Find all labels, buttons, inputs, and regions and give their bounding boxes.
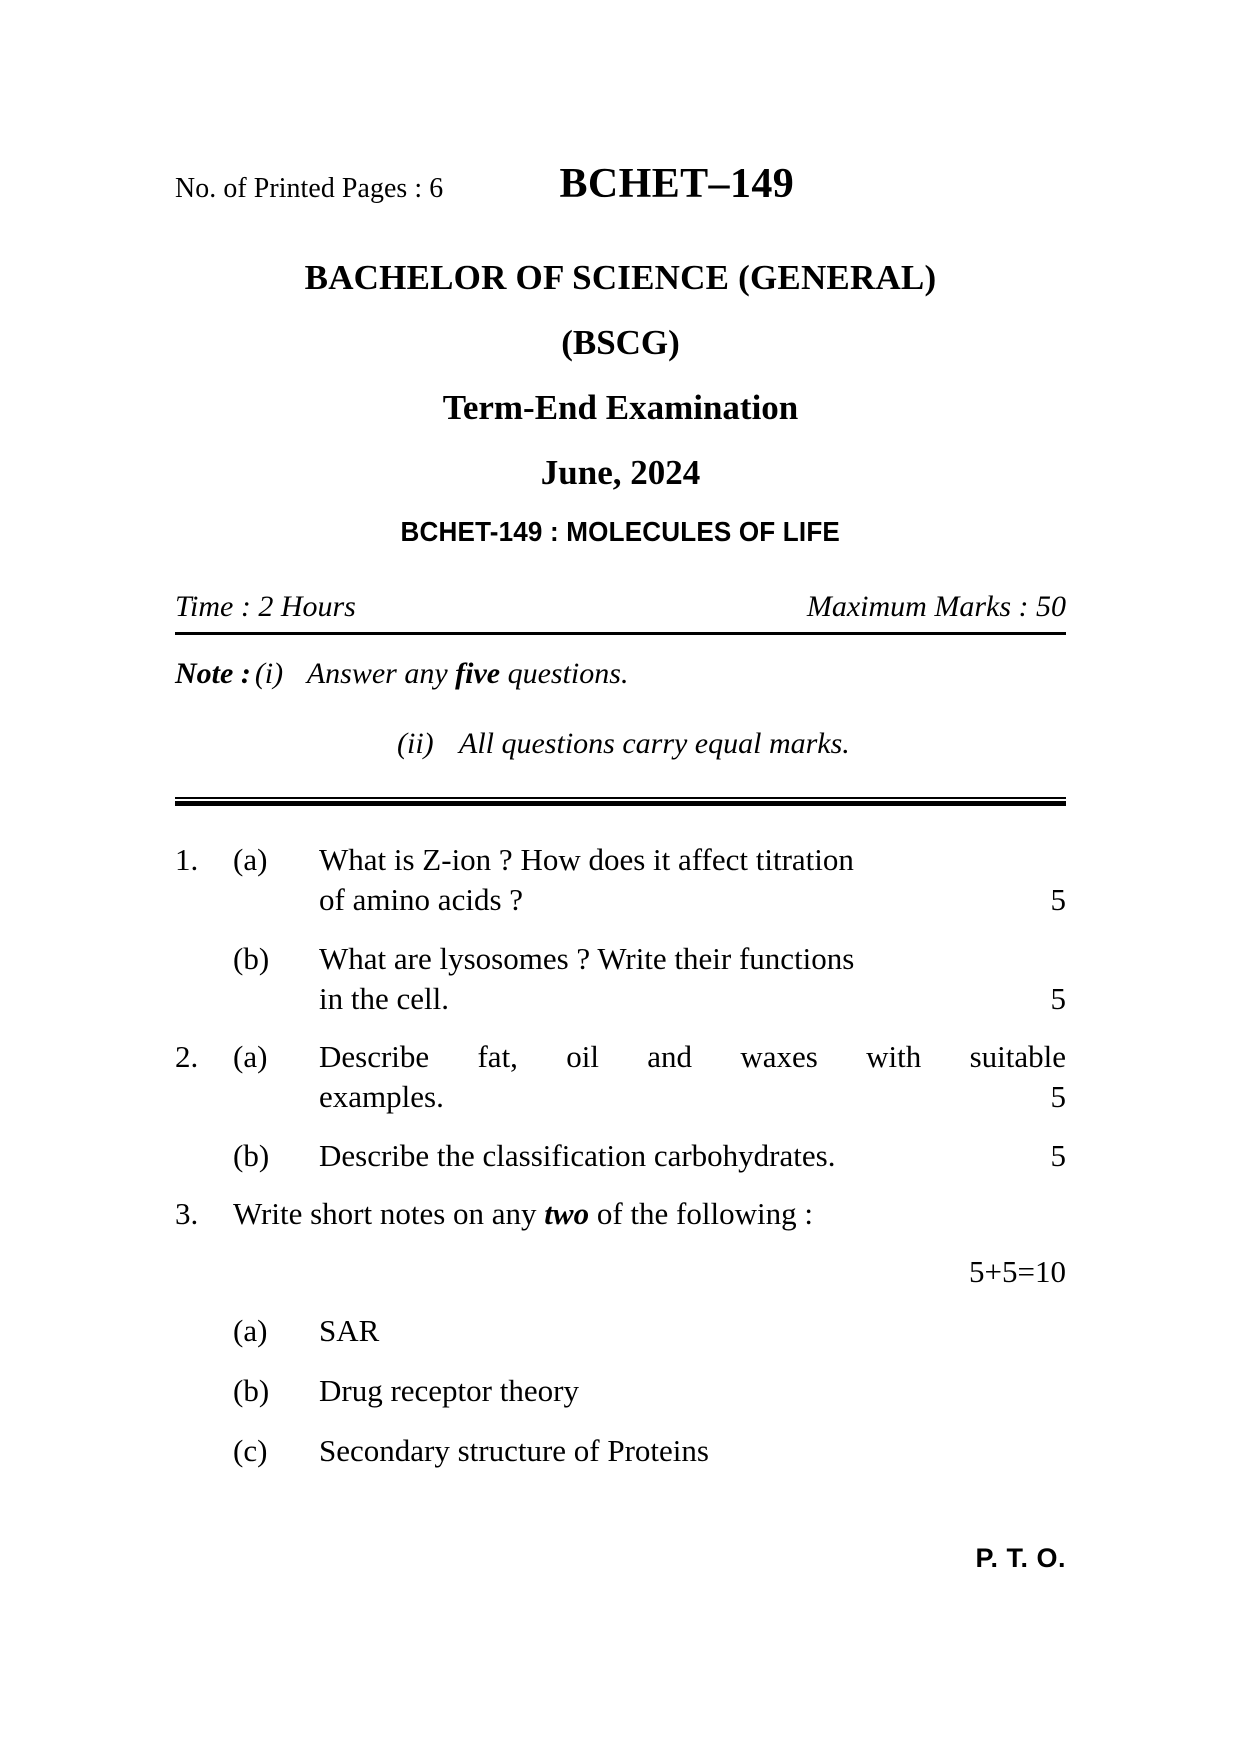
note-numeral-ii: (ii) [397,727,434,760]
divider-rule-thick [175,801,1066,806]
maximum-marks: Maximum Marks : 50 [806,590,1066,623]
exam-duration: Time : 2 Hours [175,590,356,623]
question-1b-letter: (b) [233,940,270,976]
question-2 [175,1037,1066,1176]
subject-title: BCHET-149 : MOLECULES OF LIFE [400,516,841,547]
question-3-stem [175,1194,1066,1234]
divider-rule-double [175,797,1066,806]
question-3-stem-text [233,1194,1066,1234]
degree-abbreviation: (BSCG) [561,323,680,362]
question-2a-line2: examples. [319,1079,444,1115]
divider-rule-thin [175,797,1066,799]
question-3a-text: SAR [319,1312,380,1348]
exam-info-row [175,590,1066,632]
examination-session: June, 2024 [540,453,701,492]
question-1b-line2: in the cell. [319,980,449,1016]
question-1-part-b [233,939,1066,1020]
question-2-part-b [233,1136,1066,1176]
divider-rule-single [175,632,1066,635]
note-item-i [175,657,1066,691]
examination-type: Term-End Examination [442,388,799,427]
question-1-part-a [175,840,1066,921]
question-3-subitem-a [233,1311,1066,1351]
question-3a-letter: (a) [233,1312,268,1348]
question-3-subitem-b [233,1371,1066,1411]
note-item-ii [175,727,1066,761]
question-3c-text: Secondary structure of Proteins [319,1433,709,1469]
question-3b-text: Drug receptor theory [319,1372,579,1408]
note-emphasis-five: five [455,657,501,690]
printed-pages-label: No. of Printed Pages : 6 [175,172,444,204]
note-numeral-i: (i) [254,657,284,690]
question-1b-line1: What are lysosomes ? Write their functions [319,940,855,976]
note-label: Note : [175,657,251,690]
question-2b-letter: (b) [233,1137,270,1173]
question-1a-line1: What is Z-ion ? How does it affect titration [319,842,854,877]
question-2a-line1: Describe fat, oil and waxes with suitable [319,1039,1066,1075]
question-3-stem-after: of the following : [589,1196,813,1232]
question-2-part-a [175,1037,1066,1118]
course-code: BCHET–149 [559,161,795,207]
question-2a-marks: 5 [1050,1079,1066,1115]
question-2a-letter: (a) [233,1039,268,1075]
note-block [175,657,1066,761]
title-block [175,260,1066,548]
question-1a-line2: of amino acids ? [319,882,524,918]
question-1a-letter: (a) [233,842,268,877]
question-3 [175,1194,1066,1471]
question-3-emphasis-two: two [544,1196,590,1232]
note-text-i-after: questions. [500,657,629,690]
page-header [175,160,1066,222]
question-1b-marks: 5 [1050,980,1066,1016]
question-3-number: 3. [175,1196,199,1232]
question-3-marks: 5+5=10 [969,1254,1066,1290]
note-text-i-before: Answer any [306,657,456,690]
question-1 [175,840,1066,1019]
page-turn-over-label: P. T. O. [975,1543,1066,1573]
question-2b-text: Describe the classification carbohydrates. [319,1137,836,1173]
question-1a-marks: 5 [1050,882,1066,918]
questions-list [175,840,1066,1472]
question-1-number: 1. [175,842,199,877]
question-3c-letter: (c) [233,1433,268,1469]
note-text-ii: All questions carry equal marks. [459,727,850,760]
note-text-i [307,657,1066,691]
question-3b-letter: (b) [233,1372,270,1408]
question-3-stem-before: Write short notes on any [233,1196,545,1232]
question-3-subitem-c [233,1431,1066,1471]
question-2-number: 2. [175,1039,199,1075]
degree-title: BACHELOR OF SCIENCE (GENERAL) [304,258,937,297]
question-2b-marks: 5 [1050,1137,1066,1173]
